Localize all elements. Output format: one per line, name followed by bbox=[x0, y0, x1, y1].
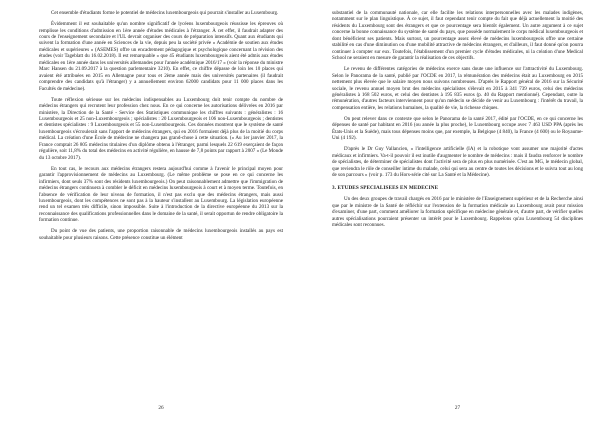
paragraph: Cet ensemble d'étudiants forme le potentiel de médecins luxembourgeois qui pourrait s'installer au Luxembourg. bbox=[51, 10, 279, 16]
paragraph: D'après le Dr Guy Vallancien, « l'intelligence artificielle (IA) et la robotique vont assumer une majorité d'actes médicaux et infirmiers. Va-t-il pouvoir il est inutile d'augmenter le nombre de médecins : mais il faudra renforcer le nombre de spécialistes, de déterminer de spécialistes dont l'activité sera de plus en plus numérisée. C'est au MG, le médecin global, que reviendra le rôle de conseiller intime du malade, celui qui sera au centre de toutes les décisions et le suivra tout au long de son parcours » (voir p. 173 du Hors-série cité sur La Santé et la Médecine). bbox=[332, 146, 583, 179]
paragraph: substantiel de la communauté nationale, car elle facilite les relations interpersonnelles avec les malades indigènes, notamment sur le plan linguistique. À ce sujet, il faut cependant tenir compte du fait que déjà actuellement la moitié des résidents du Luxembourg sont des étrangers et que ce pourcentage sera bientôt également. Un autre argument à ce sujet concerne la bonne connaissance du système de santé du pays, que possède normalement le corps médical luxembourgeois et dont bénéficient ses patients. Mais surtout, un pourcentage assez élevé de médecins luxembourgeois offre une certaine stabilité en cas d'une diminution ou d'une mobilité attractive de médecins étrangers, et d'ailleurs, il faut donné qu'on pourra continuer à compter sur eux. Toutefois, l'établissement d'un premier cycle d'études médicales, ni la création d'une Medical School ne seraient en mesure de garantir la réalisation de ces objectifs. bbox=[332, 10, 583, 62]
paragraph: Évidemment il est souhaitable qu'un nombre significatif de lycéens luxembourgeois réussisse les épreuves où remplisse les conditions d'admission en 1ère année d'études médicales à l'étranger. À cet effet, il faudrait adapter des cours de l'enseignement secondaire et l'UL devrait organiser des cours de préparation intensifs. Quant aux étudiants qui suivent la formation d'une année en Sciences de la vie, depuis peu la société privée « Académie de soutien aux études médicales et supérieures » (ASEMES) offre un encadrement pédagogique et psychologique concernant la révision des études (voir Tageblatt du 16.02.2018). Il est remarquable « que 45 étudiants luxembourgeois aient été admis aux études médicales en 1ère année dans les universités allemandes pour l'année académique 2016/17 » (voir la réponse du ministre Marc Hansen du 21.09.2017 à la question parlementaire 3210). En effet, ce chiffre dépasse de loin les 10 places qui avaient été attribuées en 2015 en Allemagne pour tous et 2ème année mais des universités partenaires (il faudrait comprendre des candidats qu'à l'étranger) y a annuellement environ 62000 candidats pour 11 000 places dans les Facultés de médecine). bbox=[39, 21, 283, 92]
page-number: 26 bbox=[158, 405, 164, 411]
paragraph: Toute réflexion sérieuse sur les médecins indispensables au Luxembourg doit tenir compte du nombre de médecins étrangers qui recrutent leur profession chez nous. En ce qui concerne les autorisations délivrées en 2016 par ministère, la Direction de la Santé - Service des Statistiques communique les chiffres suivants : généralistes : 16 Luxembourgeois et 25 non-Luxembourgeois ; spécialistes : 20 Luxembourgeois et 106 non-Luxembourgeois ; dentistes et dentistes spécialistes : 9 Luxembourgeois et 55 non-Luxembourgeois. Ces données montrent que le système de santé luxembourgeois s'écroulerait sans l'apport de médecins étrangers, qui en 2016 formaient déjà plus de la moitié du corps médical. La création d'une École de médecine ne changera pas grand-chose à cette situation. (« Au 1er janvier 2017, la France comptait 26 805 médecins titulaires d'un diplôme obtenu à l'étranger, parmi lesquels 22 619 exerçaient de façon régulière, soit 11,8% du total des médecins en activité régulière, en hausse de 7,8 points par rapport à 2007 » (Le Monde du 13 octobre 2017). bbox=[39, 96, 283, 161]
paragraph: En tout cas, le recours aux médecins étrangers restera aujourd'hui comme à l'avenir le principal moyen pour garantir l'approvisionnement de médecins au Luxembourg. (Le même problème se pose en ce qui concerne les infirmiers, dont seuls 37% sont des résidents luxembourgeois.) On peut raisonnablement admettre que l'immigration de médecins étrangers continuera à combler le déficit en médecins luxembourgeois à court et à moyen terme. Toutefois, en l'absence de vérification de leur niveau de formation, il n'est pas exclu que des médecins étrangers, mais aussi luxembourgeois, dont les compétences ne sont pas à la hauteur s'installent au Luxembourg. La législation européenne rend un tel examen très difficile, sinon impossible. Suite à l'introduction de la directive européenne du 2013 sur la reconnaissance des qualifications professionnelles dans le domaine de la santé, il serait opportun de rendre obligatoire la formation continue. bbox=[39, 165, 283, 224]
paragraph: Du point de vue des patients, une proportion raisonnable de médecins luxembourgeois installés au pays est souhaitable pour plusieurs raisons. Cette présence constitue un élément bbox=[39, 228, 283, 241]
right-page-body bbox=[332, 10, 583, 394]
paragraph: Le revenu de différentes catégories de médecins exerce sans doute une influence sur l'attractivité du Luxembourg. Selon le Panorama de la santé, publié par l'OCDE en 2017, la rémunération des médecins était au Luxembourg en 2015 nettement plus élevée que le salaire moyen nous suivons nombreuses. D'après le Rapport général de 2016 sur la Sécurité sociale, le revenu annuel moyen brut des médecins spécialistes s'élevait en 2015 à 341 739 euros, celui des médecins généralistes à 168 502 euros, et celui des dentistes à 195 835 euros (p. 40 du Rapport mentionné). Cependant, outre la rémunération, d'autres facteurs interviennent pour qu'un médecin se décide de venir au Luxembourg : l'intérêt du travail, la compensation entière, les relations humaines, la qualité de vie, la richesse chiques. bbox=[332, 66, 583, 111]
section-heading: 3. ETUDES SPECIALISEES EN MEDECINE bbox=[332, 184, 439, 191]
paragraph: On peut relever dans ce contexte que selon le Panorama de la santé 2017, édité par l'OCDE, en ce qui concerne les dépenses de santé par habitant en 2016 (ou année la plus proche), le Luxembourg occupe avec 7 463 USD PPA (après les États-Unis et la Suède), mais tous dépenses moins que, par exemple, la Belgique (4 840), la France (4 600) ou le Royaume-Uni (4 192). bbox=[332, 115, 583, 142]
page-number: 27 bbox=[454, 405, 461, 411]
paragraph: Un des deux groupes de travail chargés en 2016 par le ministère de l'Enseignement supérieur et de la Recherche ainsi que par le ministre de la Santé de réfléchir sur l'extension de la formation médicale au Luxembourg avait pour mission d'examiner, d'une part, comment améliorer la formation spécifique en médecine générale et, d'autre part, de vérifier quelles autres spécialisations pourraient présenter un intérêt pour le Luxembourg. Rappelons qu'au Luxembourg 54 disciplines médicales sont reconnues. bbox=[332, 196, 583, 228]
right-page bbox=[300, 0, 600, 424]
left-page-body bbox=[39, 10, 283, 394]
